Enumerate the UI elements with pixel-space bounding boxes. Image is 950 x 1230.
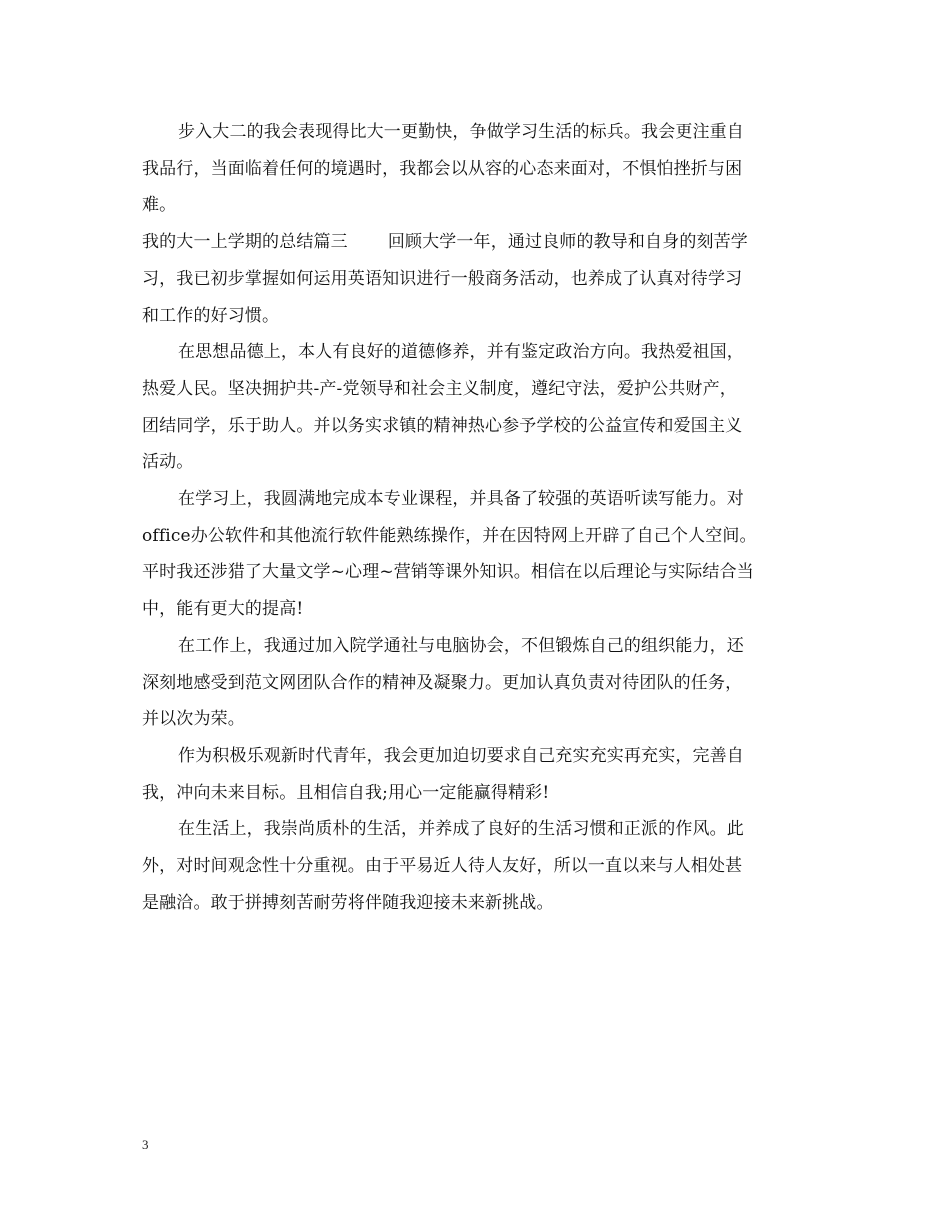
document-body (142, 114, 808, 921)
paragraph-work (142, 628, 808, 738)
text-line: 在工作上，我通过加入院学通社与电脑协会，不但锻炼自己的组织能力，还 (178, 635, 744, 656)
text-line: 并以次为荣。 (142, 709, 245, 730)
text-line (142, 224, 808, 261)
text-line: 习，我已初步掌握如何运用英语知识进行一般商务活动，也养成了认真对待学习 (142, 268, 743, 289)
text-line: 是融洽。敢于拼搏刻苦耐劳将伴随我迎接未来新挑战。 (142, 892, 554, 913)
paragraph-sophomore-goals (142, 114, 808, 224)
text-line: 我，冲向未来目标。且相信自我;用心一定能赢得精彩! (142, 782, 550, 803)
text-line: 和工作的好习惯。 (142, 305, 280, 326)
text-line: 我品行，当面临着任何的境遇时，我都会以从容的心态来面对，不惧怕挫折与困 (142, 158, 743, 179)
text-line: 在思想品德上，本人有良好的道德修养，并有鉴定政治方向。我热爱祖国， (178, 342, 744, 363)
text-line: 中，能有更大的提高! (142, 599, 304, 620)
text-line: 深刻地感受到范文网团队合作的精神及凝聚力。更加认真负责对待团队的任务， (142, 672, 743, 693)
text-line: 步入大二的我会表现得比大一更勤快，争做学习生活的标兵。我会更注重自 (178, 122, 744, 142)
text-line: office办公软件和其他流行软件能熟练操作，并在因特网上开辟了自己个人空间。 (142, 525, 757, 546)
text-line: 在生活上，我崇尚质朴的生活，并养成了良好的生活习惯和正派的作风。此 (178, 819, 744, 840)
text-line: 难。 (142, 195, 177, 216)
paragraph-youth (142, 738, 808, 811)
text-line: 在学习上，我圆满地完成本专业课程，并具备了较强的英语听读写能力。对 (178, 489, 744, 510)
section-heading: 我的大一上学期的总结篇三 (142, 232, 348, 253)
paragraph-section-three (142, 224, 808, 334)
text-line: 外，对时间观念性十分重视。由于平易近人待人友好，所以一直以来与人相处甚 (142, 856, 743, 877)
text-line: 活动。 (142, 452, 194, 473)
page-number: 3 (142, 1137, 149, 1152)
paragraph-ideology (142, 334, 808, 481)
paragraph-study (142, 481, 808, 628)
text-line: 作为积极乐观新时代青年，我会更加迫切要求自己充实充实再充实，完善自 (178, 745, 744, 766)
text-line: 团结同学，乐于助人。并以务实求镇的精神热心参予学校的公益宣传和爱国主义 (142, 415, 743, 436)
paragraph-life (142, 811, 808, 921)
section-intro-text: 回顾大学一年，通过良师的教导和自身的刻苦学 (387, 232, 748, 253)
text-line: 平时我还涉猎了大量文学~心理~营销等课外知识。相信在以后理论与实际结合当 (142, 562, 754, 583)
text-line: 热爱人民。坚决拥护共-产-党领导和社会主义制度，遵纪守法，爱护公共财产， (142, 378, 737, 399)
